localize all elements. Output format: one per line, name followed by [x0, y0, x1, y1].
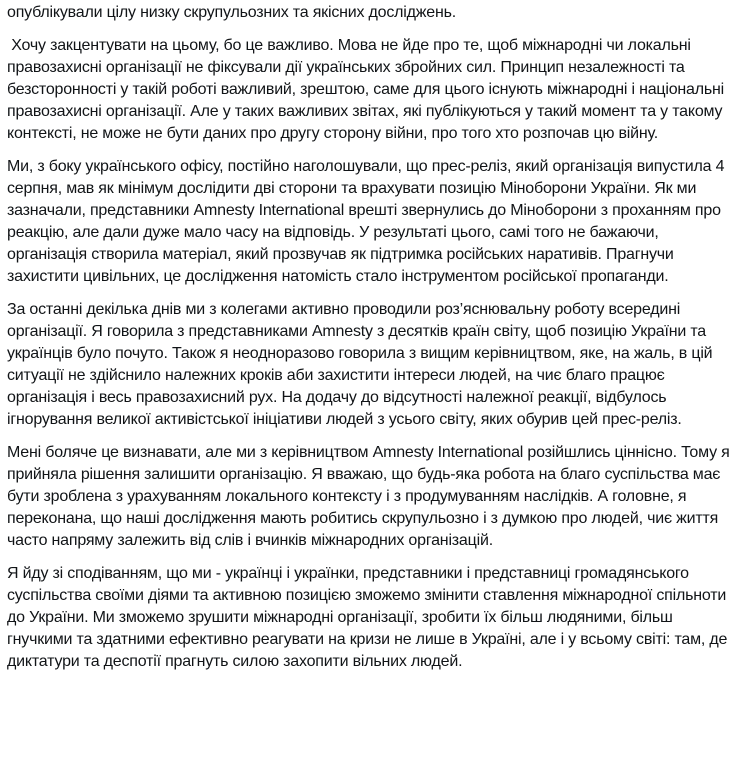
post-paragraph: Хочу закцентувати на цьому, бо це важливо. Мова не йде про те, щоб міжнародні чи локальні правозахисні організації не фіксували дії українських збройних сил. Принцип незалежності та безсторонності у такій роботі важливий, зрештою, саме для цього існують міжнародні і національні правозахисні організації. Але у таких важливих звітах, які публікуються у такий момент та у такому контексті, не може не бути даних про другу сторону війни, про того хто розпочав цю війну.	[7, 37, 729, 142]
post-paragraph: опублікували цілу низку скрупульозних та якісних досліджень.	[7, 4, 457, 21]
post-paragraph: Я йду зі сподіванням, що ми - українці і українки, представники і представниці громадянського суспільства своїми діями та активною позицією зможемо змінити ставлення міжнародної спільноти до України. Ми зможемо зрушити міжнародні організації, зробити їх більш людяними, більш гнучкими та здатними ефективно реагувати на кризи не лише в Україні, але і у всьому світі: там, де диктатури та деспотії прагнуть силою захопити вільних людей.	[7, 565, 732, 670]
post-paragraph: Мені боляче це визнавати, але ми з керівництвом Amnesty International розійшлись ціннісно. Тому я прийняла рішення залишити організацію. Я вважаю, що будь-яка робота на благо суспільства має бути зроблена з урахуванням локального контексту і з продумуванням наслідків. А головне, я переконана, що наші дослідження мають робитись скрупульозно і з думкою про людей, чиє життя часто напряму залежить від слів і вчинків міжнародних організацій.	[7, 444, 734, 549]
post-paragraph: За останні декілька днів ми з колегами активно проводили роз’яснювальну роботу всередині організації. Я говорила з представниками Amnesty з десятків країн світу, щоб позицію України та українців було почуто. Також я неодноразово говорила з вищим керівництвом, яке, на жаль, в цій ситуації не здійснило належних кроків аби захистити інтереси людей, на чиє благо працює організація і весь правозахисний рух. На додачу до відсутності належної реакції, відбулось ігнорування великої активістської ініціативи людей з усього світу, яких обурив цей прес-реліз.	[7, 301, 717, 428]
post-paragraph: Ми, з боку українського офісу, постійно наголошували, що прес-реліз, який організація випустила 4 серпня, мав як мінімум дослідити дві сторони та врахувати позицію Міноборони України. Як ми зазначали, представники Amnesty International врешті звернулись до Міноборони з проханням про реакцію, але дали дуже мало часу на відповідь. У результаті цього, самі того не бажаючи, організація створила матеріал, який прозвучав як підтримка російських наративів. Прагнучи захистити цивільних, це дослідження натомість стало інструментом російської пропаганди.	[7, 158, 729, 285]
